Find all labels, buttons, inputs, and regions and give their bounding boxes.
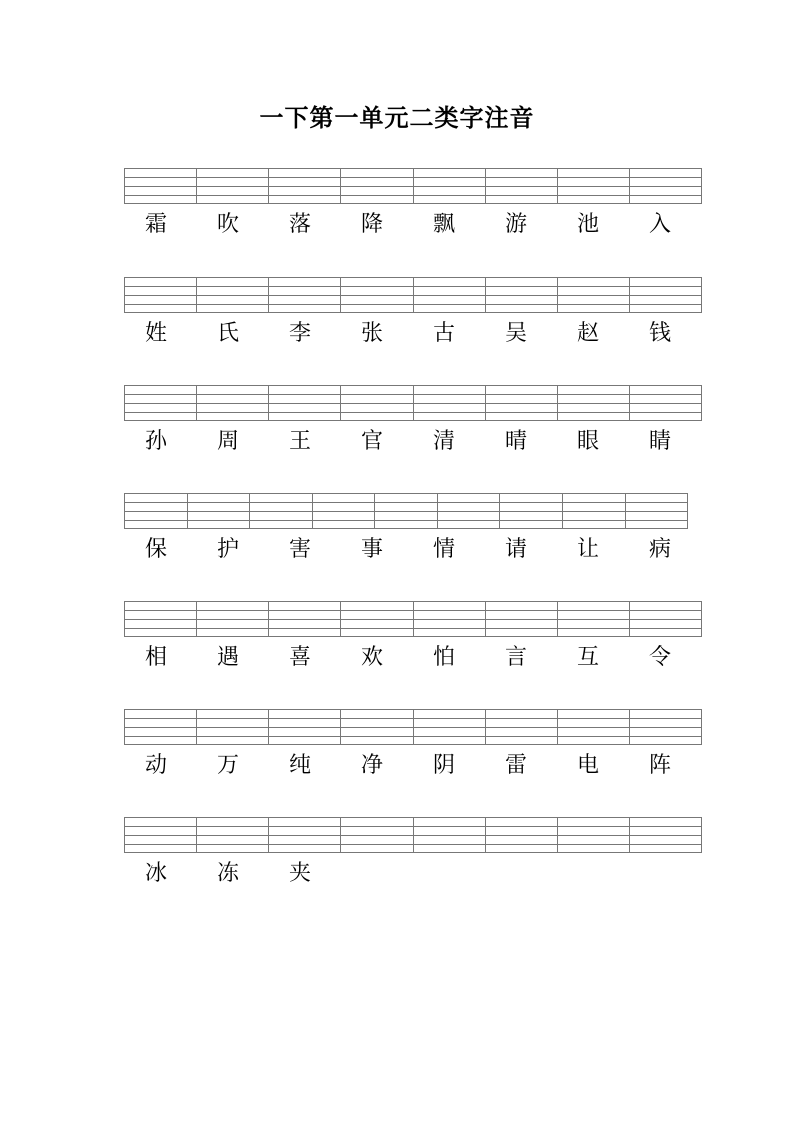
pinyin-cell[interactable] bbox=[486, 818, 558, 852]
hanzi-character: 姓 bbox=[144, 321, 167, 346]
pinyin-cell[interactable] bbox=[375, 494, 438, 528]
pinyin-cell[interactable] bbox=[500, 494, 563, 528]
hanzi-character: 氏 bbox=[216, 321, 239, 346]
pinyin-cell[interactable] bbox=[269, 278, 341, 312]
pinyin-cell[interactable] bbox=[125, 710, 197, 744]
pinyin-cell[interactable] bbox=[558, 169, 630, 203]
hanzi-character: 冰 bbox=[144, 861, 167, 886]
pinyin-row-3 bbox=[124, 385, 702, 461]
pinyin-cell[interactable] bbox=[125, 818, 197, 852]
pinyin-cell[interactable] bbox=[269, 818, 341, 852]
hanzi-character: 冻 bbox=[216, 861, 239, 886]
hanzi-character: 动 bbox=[144, 753, 167, 778]
hanzi-character: 霜 bbox=[144, 212, 167, 237]
page-title: 一下第一单元二类字注音 bbox=[259, 103, 535, 132]
hanzi-character: 言 bbox=[504, 645, 527, 670]
pinyin-cell[interactable] bbox=[630, 278, 701, 312]
hanzi-character: 睛 bbox=[648, 429, 671, 454]
pinyin-cell[interactable] bbox=[197, 278, 269, 312]
hanzi-character: 入 bbox=[648, 212, 671, 237]
hanzi-character: 飘 bbox=[432, 212, 455, 237]
pinyin-cell[interactable] bbox=[558, 386, 630, 420]
pinyin-cell[interactable] bbox=[438, 494, 501, 528]
pinyin-cell[interactable] bbox=[630, 169, 701, 203]
hanzi-character: 王 bbox=[288, 429, 311, 454]
pinyin-cell[interactable] bbox=[269, 386, 341, 420]
pinyin-cell[interactable] bbox=[341, 169, 413, 203]
hanzi-character: 晴 bbox=[504, 429, 527, 454]
hanzi-character: 吴 bbox=[504, 321, 527, 346]
hanzi-character: 阴 bbox=[432, 753, 455, 778]
hanzi-character: 让 bbox=[576, 537, 599, 562]
hanzi-character: 钱 bbox=[648, 321, 671, 346]
hanzi-character: 眼 bbox=[576, 429, 599, 454]
hanzi-character: 纯 bbox=[288, 753, 311, 778]
pinyin-cell[interactable] bbox=[486, 169, 558, 203]
hanzi-character: 电 bbox=[576, 753, 599, 778]
pinyin-cell[interactable] bbox=[125, 386, 197, 420]
hanzi-character: 赵 bbox=[576, 321, 599, 346]
hanzi-character: 情 bbox=[432, 537, 455, 562]
hanzi-character: 雷 bbox=[504, 753, 527, 778]
pinyin-cell[interactable] bbox=[269, 710, 341, 744]
pinyin-row-5 bbox=[124, 601, 702, 677]
hanzi-character: 官 bbox=[360, 429, 383, 454]
hanzi-character: 夹 bbox=[288, 861, 311, 886]
pinyin-cell[interactable] bbox=[341, 710, 413, 744]
pinyin-writing-grid[interactable] bbox=[124, 493, 688, 529]
pinyin-cell[interactable] bbox=[414, 278, 486, 312]
character-row bbox=[124, 745, 702, 785]
hanzi-character: 怕 bbox=[432, 645, 455, 670]
hanzi-character: 清 bbox=[432, 429, 455, 454]
hanzi-character: 吹 bbox=[216, 212, 239, 237]
pinyin-cell[interactable] bbox=[486, 710, 558, 744]
pinyin-row-4 bbox=[124, 493, 702, 569]
hanzi-character: 互 bbox=[576, 645, 599, 670]
hanzi-character: 万 bbox=[216, 753, 239, 778]
pinyin-cell[interactable] bbox=[197, 710, 269, 744]
pinyin-cell[interactable] bbox=[414, 818, 486, 852]
pinyin-writing-grid[interactable] bbox=[124, 277, 702, 313]
pinyin-cell[interactable] bbox=[558, 602, 630, 636]
pinyin-cell[interactable] bbox=[630, 818, 701, 852]
hanzi-character: 事 bbox=[360, 537, 383, 562]
hanzi-character: 阵 bbox=[648, 753, 671, 778]
pinyin-writing-grid[interactable] bbox=[124, 817, 702, 853]
character-row bbox=[124, 529, 702, 569]
hanzi-character: 喜 bbox=[288, 645, 311, 670]
pinyin-cell[interactable] bbox=[486, 386, 558, 420]
pinyin-cell[interactable] bbox=[313, 494, 376, 528]
pinyin-writing-grid[interactable] bbox=[124, 601, 702, 637]
pinyin-cell[interactable] bbox=[486, 278, 558, 312]
pinyin-cell[interactable] bbox=[558, 818, 630, 852]
pinyin-cell[interactable] bbox=[341, 602, 413, 636]
pinyin-cell[interactable] bbox=[414, 710, 486, 744]
pinyin-cell[interactable] bbox=[414, 602, 486, 636]
pinyin-cell[interactable] bbox=[341, 386, 413, 420]
hanzi-character: 周 bbox=[216, 429, 239, 454]
character-row bbox=[124, 637, 702, 677]
hanzi-character: 古 bbox=[432, 321, 455, 346]
hanzi-character: 池 bbox=[576, 212, 599, 237]
hanzi-character: 相 bbox=[144, 645, 167, 670]
pinyin-cell[interactable] bbox=[188, 494, 251, 528]
pinyin-cell[interactable] bbox=[250, 494, 313, 528]
hanzi-character: 张 bbox=[360, 321, 383, 346]
pinyin-cell[interactable] bbox=[197, 169, 269, 203]
pinyin-cell[interactable] bbox=[125, 602, 197, 636]
pinyin-row-1 bbox=[124, 168, 702, 244]
character-row bbox=[124, 204, 702, 244]
pinyin-cell[interactable] bbox=[558, 710, 630, 744]
pinyin-cell[interactable] bbox=[341, 818, 413, 852]
hanzi-character: 护 bbox=[216, 537, 239, 562]
pinyin-cell[interactable] bbox=[197, 602, 269, 636]
hanzi-character: 令 bbox=[648, 645, 671, 670]
pinyin-writing-grid[interactable] bbox=[124, 385, 702, 421]
pinyin-cell[interactable] bbox=[269, 602, 341, 636]
hanzi-character: 害 bbox=[288, 537, 311, 562]
hanzi-character: 落 bbox=[288, 212, 311, 237]
pinyin-cell[interactable] bbox=[125, 169, 197, 203]
hanzi-character: 保 bbox=[144, 537, 167, 562]
hanzi-character: 游 bbox=[504, 212, 527, 237]
hanzi-character: 欢 bbox=[360, 645, 383, 670]
hanzi-character: 净 bbox=[360, 753, 383, 778]
pinyin-cell[interactable] bbox=[197, 386, 269, 420]
pinyin-row-7 bbox=[124, 817, 702, 893]
pinyin-writing-grid[interactable] bbox=[124, 709, 702, 745]
pinyin-cell[interactable] bbox=[630, 602, 701, 636]
pinyin-row-6 bbox=[124, 709, 702, 785]
character-row bbox=[124, 853, 702, 893]
hanzi-character: 孙 bbox=[144, 429, 167, 454]
pinyin-cell[interactable] bbox=[563, 494, 626, 528]
hanzi-character: 病 bbox=[648, 537, 671, 562]
pinyin-cell[interactable] bbox=[414, 169, 486, 203]
pinyin-cell[interactable] bbox=[414, 386, 486, 420]
pinyin-cell[interactable] bbox=[125, 278, 197, 312]
hanzi-character: 李 bbox=[288, 321, 311, 346]
pinyin-cell[interactable] bbox=[269, 169, 341, 203]
hanzi-character: 降 bbox=[360, 212, 383, 237]
pinyin-row-2 bbox=[124, 277, 702, 353]
pinyin-cell[interactable] bbox=[558, 278, 630, 312]
pinyin-cell[interactable] bbox=[626, 494, 688, 528]
pinyin-writing-grid[interactable] bbox=[124, 168, 702, 204]
character-row bbox=[124, 313, 702, 353]
pinyin-cell[interactable] bbox=[197, 818, 269, 852]
character-row bbox=[124, 421, 702, 461]
pinyin-cell[interactable] bbox=[630, 710, 701, 744]
hanzi-character: 请 bbox=[504, 537, 527, 562]
pinyin-cell[interactable] bbox=[486, 602, 558, 636]
pinyin-cell[interactable] bbox=[341, 278, 413, 312]
hanzi-character: 遇 bbox=[216, 645, 239, 670]
pinyin-cell[interactable] bbox=[630, 386, 701, 420]
pinyin-cell[interactable] bbox=[125, 494, 188, 528]
